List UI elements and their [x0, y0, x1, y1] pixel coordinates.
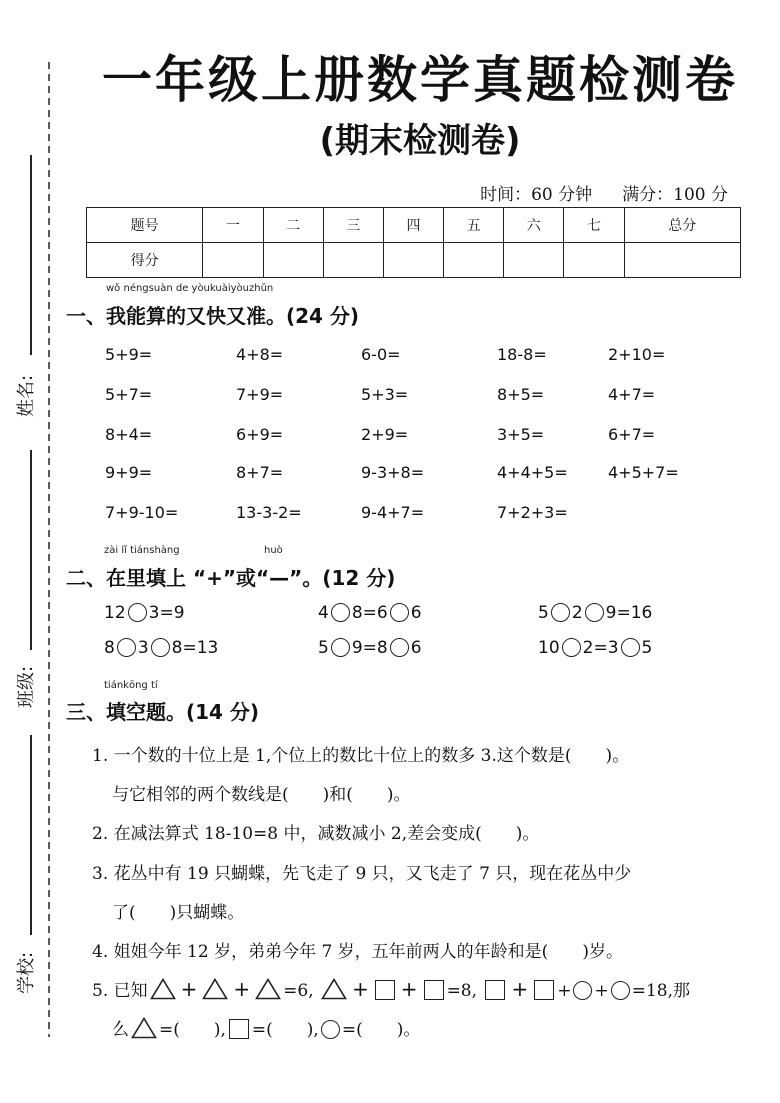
equation: 9-3+8=	[361, 463, 425, 482]
school-label: 学校:	[16, 951, 38, 995]
square-icon	[375, 980, 395, 1000]
equation: 6-0=	[361, 345, 401, 364]
circle-icon	[573, 981, 592, 1000]
circle-equation	[104, 603, 185, 623]
question-4: 4. 姐姐今年 12 岁，弟弟今年 7 岁，五年前两人的年龄和是( )岁。	[92, 942, 623, 962]
time-score-info	[480, 180, 728, 205]
plus-sign: +	[180, 977, 198, 1001]
equation: 6+7=	[608, 425, 656, 444]
score-cell[interactable]	[263, 243, 323, 278]
full-score: 满分：100 分	[622, 185, 728, 205]
triangle-icon	[255, 978, 281, 1000]
or-label: 或	[236, 566, 257, 590]
plus-sign: +	[233, 977, 251, 1001]
score-table	[86, 207, 741, 278]
num: 12	[104, 603, 126, 623]
class-label: 班级:	[16, 665, 38, 709]
score-cell[interactable]	[323, 243, 383, 278]
page-title: 一年级上册数学真题检测卷	[102, 51, 738, 109]
equation: 5+7=	[105, 385, 153, 404]
equation: 4+8=	[236, 345, 284, 364]
num: 5	[318, 638, 329, 658]
plus-sign: +	[352, 977, 369, 1001]
equation: 4+4+5=	[497, 463, 568, 482]
table-cell: 七	[564, 208, 624, 243]
name-label: 姓名:	[16, 374, 38, 418]
equation: 9+9=	[105, 463, 153, 482]
page-subtitle: (期末检测卷)	[319, 121, 521, 161]
circle-icon	[321, 1020, 340, 1039]
square-icon	[485, 980, 505, 1000]
equation: 8+5=	[497, 385, 545, 404]
circle-answer-blank[interactable]: =( )。	[341, 1020, 421, 1040]
table-cell: 二	[263, 208, 323, 243]
section1-pinyin: wǒ néngsuàn de yòukuàiyòuzhǔn	[106, 283, 274, 294]
circle-icon	[611, 981, 630, 1000]
equation: 3+5=	[497, 425, 545, 444]
circle-equation	[538, 638, 652, 658]
question-3b: 了( )只蝴蝶。	[112, 903, 245, 923]
num: 6	[410, 603, 422, 623]
q5-lead: 5. 已知	[92, 981, 148, 1001]
table-cell: 三	[323, 208, 383, 243]
equals-6: =6,	[283, 981, 314, 1001]
plus-sign: +	[594, 981, 609, 1001]
num: 8=13	[171, 638, 219, 658]
score-cell[interactable]	[504, 243, 564, 278]
answer-circle[interactable]	[128, 603, 147, 622]
answer-circle[interactable]	[390, 638, 409, 657]
question-5b	[112, 1015, 420, 1040]
plus-sign: +	[400, 977, 418, 1001]
equation: 5+9=	[105, 345, 153, 364]
plus-sign-label: “+”	[192, 566, 237, 590]
equation: 5+3=	[361, 385, 409, 404]
table-cell: 六	[504, 208, 564, 243]
answer-circle[interactable]	[117, 638, 136, 657]
square-icon	[534, 980, 554, 1000]
section3-pinyin: tiánkōng tí	[104, 680, 158, 691]
triangle-icon	[202, 978, 228, 1000]
circle-equation	[104, 638, 218, 658]
section2-title-end: 。(12 分)	[302, 566, 396, 590]
circle-equation	[318, 638, 422, 658]
section2-title	[66, 562, 395, 591]
table-cell: 得分	[87, 243, 203, 278]
question-1b: 与它相邻的两个数线是( )和( )。	[112, 785, 411, 805]
circle-equation	[538, 603, 652, 623]
num: 3=9	[148, 603, 185, 623]
section2-title-part: 二、在里填上	[66, 566, 186, 590]
table-row	[87, 208, 741, 243]
score-cell[interactable]	[203, 243, 263, 278]
answer-circle[interactable]	[551, 603, 570, 622]
table-cell: 一	[203, 208, 263, 243]
num: 4	[318, 603, 329, 623]
table-cell: 五	[444, 208, 504, 243]
table-cell: 四	[383, 208, 443, 243]
section1-title: 一、我能算的又快又准。(24 分)	[66, 304, 360, 328]
section2-pinyin: zài lǐ tiánshàng	[104, 545, 180, 556]
table-cell: 题号	[87, 208, 203, 243]
equals-8: =8,	[446, 981, 478, 1001]
name-underline	[30, 155, 32, 355]
num: 8=6	[351, 603, 388, 623]
equation: 2+9=	[361, 425, 409, 444]
num: 2	[571, 603, 583, 623]
minus-sign-label: “—”	[256, 566, 303, 590]
answer-circle[interactable]	[390, 603, 409, 622]
equation: 18-8=	[497, 345, 547, 364]
question-5a	[92, 976, 690, 1001]
triangle-icon	[150, 978, 176, 1000]
triangle-icon	[131, 1017, 157, 1039]
equation: 7+9=	[236, 385, 284, 404]
equation: 6+9=	[236, 425, 284, 444]
answer-circle[interactable]	[621, 638, 640, 657]
equals-18: =18,	[631, 981, 673, 1001]
equation: 4+7=	[608, 385, 656, 404]
square-icon	[229, 1019, 249, 1039]
num: 9=8	[351, 638, 388, 658]
score-cell[interactable]	[383, 243, 443, 278]
plus-sign: +	[511, 977, 529, 1001]
equation: 4+5+7=	[608, 463, 679, 482]
class-underline	[30, 450, 32, 650]
circle-equation	[318, 603, 422, 623]
answer-circle[interactable]	[585, 603, 604, 622]
equation: 9-4+7=	[361, 503, 425, 522]
square-icon	[424, 980, 444, 1000]
num: 5	[538, 603, 549, 623]
num: 2=3	[582, 638, 619, 658]
answer-circle[interactable]	[331, 638, 350, 657]
num: 9=16	[605, 603, 653, 623]
equation: 8+7=	[236, 463, 284, 482]
binding-dashed-line	[44, 62, 54, 1037]
question-3a: 3. 花丛中有 19 只蝴蝶，先飞走了 9 只，又飞走了 7 只，现在花丛中少	[92, 864, 632, 884]
plus-sign: +	[557, 981, 572, 1001]
me-char: 么	[112, 1020, 129, 1040]
equation: 2+10=	[608, 345, 666, 364]
num: 5	[641, 638, 653, 658]
equation: 13-3-2=	[236, 503, 302, 522]
triangle-answer-blank[interactable]: =( ),	[159, 1020, 226, 1040]
num: 10	[538, 638, 560, 658]
equation: 7+2+3=	[497, 503, 568, 522]
time-limit: 时间：60 分钟	[480, 185, 593, 205]
section3-title: 三、填空题。(14 分)	[66, 700, 260, 724]
answer-circle[interactable]	[562, 638, 581, 657]
num: 6	[410, 638, 422, 658]
answer-circle[interactable]	[331, 603, 350, 622]
score-cell[interactable]	[624, 243, 740, 278]
question-2: 2. 在减法算式 18-10=8 中，减数减小 2,差会变成( )。	[92, 824, 540, 844]
equation: 7+9-10=	[105, 503, 179, 522]
square-answer-blank[interactable]: =( ),	[251, 1020, 319, 1040]
score-cell[interactable]	[564, 243, 624, 278]
table-row	[87, 243, 741, 278]
num: 3	[137, 638, 149, 658]
question-1a: 1. 一个数的十位上是 1,个位上的数比十位上的数多 3.这个数是( )。	[92, 746, 630, 766]
section2-pinyin-huo: huò	[264, 545, 283, 556]
school-underline	[30, 735, 32, 935]
na-char: 那	[672, 981, 690, 1001]
score-cell[interactable]	[444, 243, 504, 278]
answer-circle[interactable]	[151, 638, 170, 657]
triangle-icon	[321, 978, 347, 1000]
table-cell: 总分	[624, 208, 740, 243]
num: 8	[104, 638, 115, 658]
equation: 8+4=	[105, 425, 153, 444]
